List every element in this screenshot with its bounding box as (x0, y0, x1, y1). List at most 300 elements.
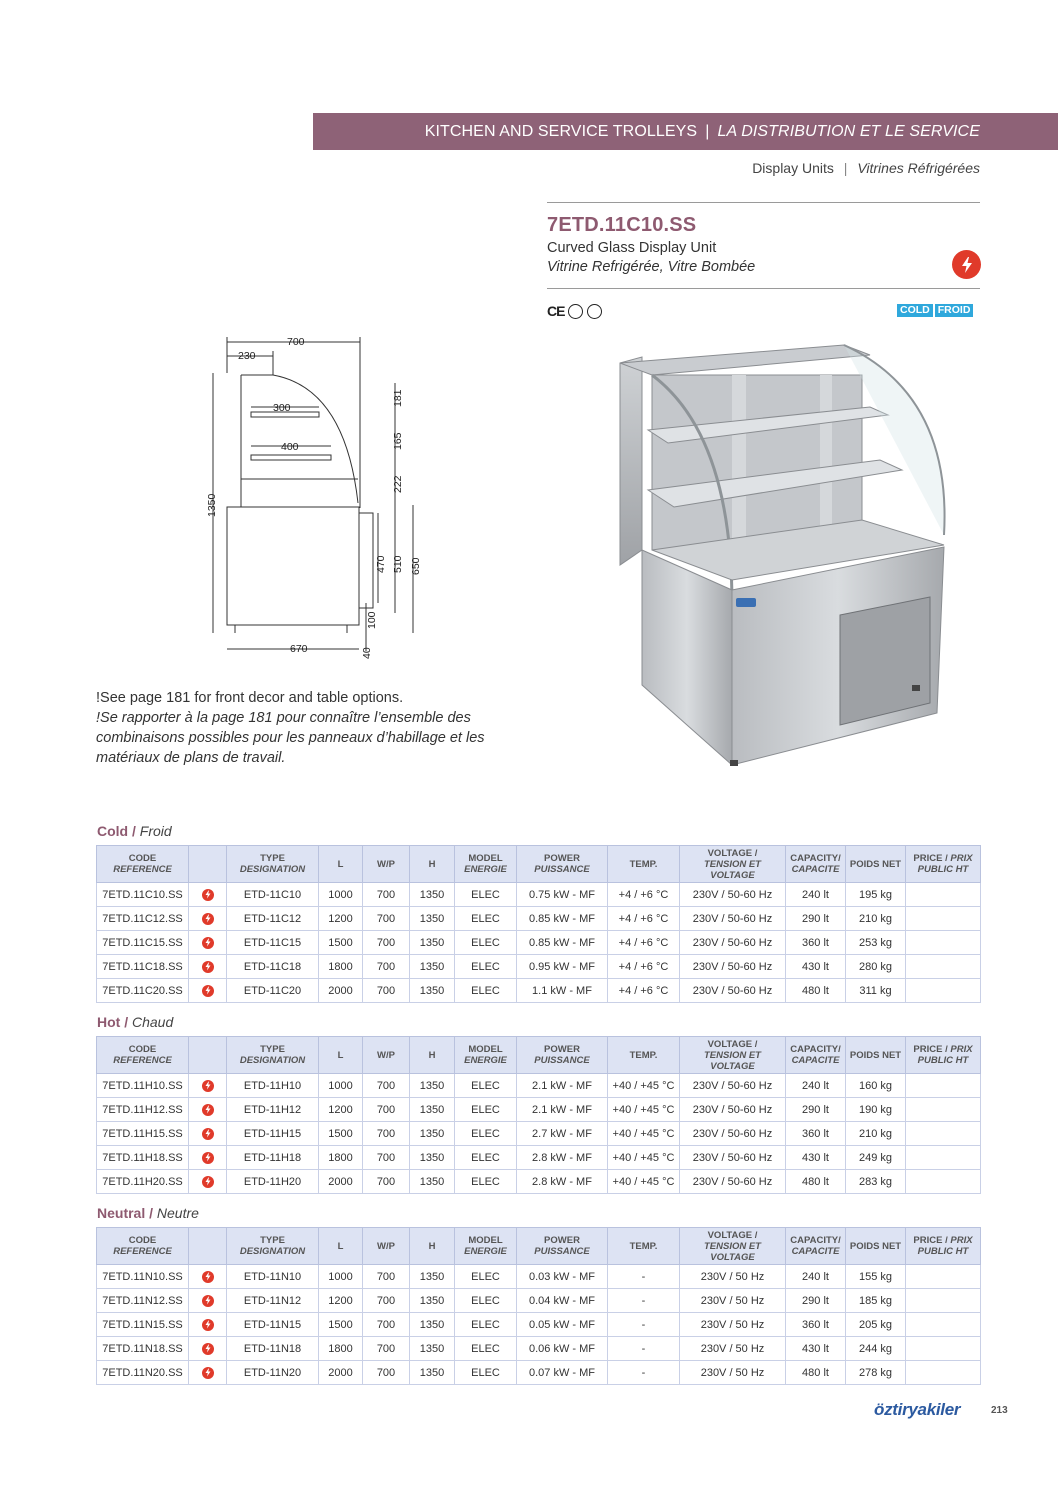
cell-model: ELEC (455, 907, 517, 931)
section-title-fr: Chaud (132, 1014, 174, 1030)
cell-l: 1500 (319, 931, 363, 955)
cell-code: 7ETD.11N10.SS (97, 1265, 189, 1289)
cell-price (906, 931, 981, 955)
cell-voltage: 230V / 50-60 Hz (680, 931, 786, 955)
col-code-en: CODE (128, 853, 157, 864)
cell-weight: 311 kg (846, 979, 906, 1003)
cell-voltage: 230V / 50 Hz (680, 1361, 786, 1385)
table-row (97, 883, 981, 907)
col-l (319, 1228, 363, 1265)
dim-230: 230 (238, 350, 256, 362)
col-price-fr1: PRIX (950, 1235, 973, 1246)
col-type-en: TYPE (260, 1044, 285, 1055)
section-subheader (752, 160, 980, 176)
col-h (410, 1228, 455, 1265)
col-voltage (680, 1037, 786, 1074)
dim-100: 100 (366, 611, 378, 629)
col-h-en: H (428, 1240, 436, 1252)
cell-type: ETD-11N12 (227, 1289, 319, 1313)
col-capacity-en: CAPACITY/ (790, 1044, 841, 1055)
col-type (227, 1228, 319, 1265)
cell-energy-icon (189, 1313, 227, 1337)
electric-bolt-icon (202, 961, 214, 973)
col-power (517, 1037, 608, 1074)
cell-power: 0.85 kW - MF (517, 907, 608, 931)
approval-check-icon (587, 304, 602, 319)
col-code-en: CODE (128, 1235, 157, 1246)
page-header-band (313, 113, 1058, 150)
table-row (97, 1313, 981, 1337)
dim-40: 40 (361, 647, 373, 659)
cell-wp: 700 (363, 979, 410, 1003)
col-power-fr: PUISSANCE (534, 1055, 590, 1066)
cell-model: ELEC (455, 883, 517, 907)
cell-model: ELEC (455, 1146, 517, 1170)
cell-temp: +40 / +45 °C (608, 1170, 680, 1194)
cell-weight: 210 kg (846, 1122, 906, 1146)
col-voltage (680, 1228, 786, 1265)
cell-wp: 700 (363, 1313, 410, 1337)
electric-bolt-icon (202, 1128, 214, 1140)
col-capacity (786, 846, 846, 883)
electric-bolt-icon (202, 1152, 214, 1164)
col-price-en: PRICE / PRIX (913, 1235, 973, 1246)
col-price-fr2: PUBLIC HT (917, 1246, 969, 1257)
cell-weight: 253 kg (846, 931, 906, 955)
cell-h: 1350 (410, 1265, 455, 1289)
table-row (97, 1337, 981, 1361)
table-row (97, 1098, 981, 1122)
electric-bolt-icon (202, 1104, 214, 1116)
cell-h: 1350 (410, 1361, 455, 1385)
cell-type: ETD-11H18 (227, 1146, 319, 1170)
cell-code: 7ETD.11N18.SS (97, 1337, 189, 1361)
cell-capacity: 430 lt (786, 955, 846, 979)
cell-weight: 210 kg (846, 907, 906, 931)
cell-price (906, 1289, 981, 1313)
table-row (97, 1361, 981, 1385)
cell-capacity: 290 lt (786, 1289, 846, 1313)
cell-type: ETD-11H15 (227, 1122, 319, 1146)
cell-power: 0.06 kW - MF (517, 1337, 608, 1361)
col-type-fr: DESIGNATION (239, 864, 306, 875)
table-header-row (97, 846, 981, 883)
cell-weight: 283 kg (846, 1170, 906, 1194)
electric-bolt-icon (202, 1295, 214, 1307)
col-capacity (786, 1228, 846, 1265)
cell-model: ELEC (455, 1074, 517, 1098)
cell-temp: +4 / +6 °C (608, 979, 680, 1003)
cell-voltage: 230V / 50-60 Hz (680, 883, 786, 907)
cell-voltage: 230V / 50 Hz (680, 1313, 786, 1337)
cell-code: 7ETD.11H10.SS (97, 1074, 189, 1098)
electric-bolt-icon (202, 1319, 214, 1331)
cell-wp: 700 (363, 1361, 410, 1385)
cell-h: 1350 (410, 1170, 455, 1194)
dim-650: 650 (410, 557, 422, 575)
col-model (455, 1037, 517, 1074)
electric-bolt-icon (202, 1176, 214, 1188)
cell-weight: 244 kg (846, 1337, 906, 1361)
cell-capacity: 480 lt (786, 979, 846, 1003)
col-h (410, 846, 455, 883)
cell-power: 0.07 kW - MF (517, 1361, 608, 1385)
cell-code: 7ETD.11N15.SS (97, 1313, 189, 1337)
cell-energy-icon (189, 1337, 227, 1361)
electric-bolt-icon (202, 1271, 214, 1283)
table-row (97, 1122, 981, 1146)
cell-temp: +40 / +45 °C (608, 1146, 680, 1170)
cell-h: 1350 (410, 1313, 455, 1337)
col-wp (363, 1037, 410, 1074)
section-title (97, 1205, 199, 1221)
spec-table (96, 1036, 981, 1194)
cell-l: 2000 (319, 979, 363, 1003)
cell-temp: - (608, 1289, 680, 1313)
col-code (97, 846, 189, 883)
cell-type: ETD-11N20 (227, 1361, 319, 1385)
cell-model: ELEC (455, 1361, 517, 1385)
cell-wp: 700 (363, 931, 410, 955)
col-voltage-en: VOLTAGE / (707, 1229, 758, 1241)
col-capacity (786, 1037, 846, 1074)
table-row (97, 1289, 981, 1313)
cell-type: ETD-11C18 (227, 955, 319, 979)
cell-capacity: 290 lt (786, 907, 846, 931)
product-name-en: Curved Glass Display Unit (547, 240, 717, 256)
cell-voltage: 230V / 50-60 Hz (680, 1170, 786, 1194)
col-price-fr1: PRIX (950, 853, 973, 864)
brand-logo: öztiryakiler (874, 1400, 961, 1419)
cell-power: 2.8 kW - MF (517, 1170, 608, 1194)
cell-weight: 249 kg (846, 1146, 906, 1170)
cell-wp: 700 (363, 883, 410, 907)
technical-drawing (195, 333, 435, 663)
col-model (455, 846, 517, 883)
col-weight (846, 1037, 906, 1074)
col-model-en: MODEL (468, 1044, 503, 1055)
col-weight (846, 846, 906, 883)
cell-power: 2.1 kW - MF (517, 1074, 608, 1098)
cell-weight: 185 kg (846, 1289, 906, 1313)
section-title (97, 823, 172, 839)
col-weight-en: POIDS NET (849, 1049, 902, 1061)
cell-capacity: 240 lt (786, 1074, 846, 1098)
col-temp-en: TEMP. (629, 1049, 658, 1061)
cell-weight: 278 kg (846, 1361, 906, 1385)
cell-l: 1000 (319, 883, 363, 907)
col-price-fr1: PRIX (950, 1044, 973, 1055)
cell-h: 1350 (410, 979, 455, 1003)
section-title-en: Neutral / (97, 1205, 154, 1221)
cell-temp: +40 / +45 °C (608, 1122, 680, 1146)
col-wp-en: W/P (377, 1240, 395, 1252)
col-voltage-fr: TENSION ET VOLTAGE (703, 1049, 761, 1072)
col-model-fr: ENERGIE (464, 1246, 507, 1257)
col-code (97, 1037, 189, 1074)
cell-energy-icon (189, 1170, 227, 1194)
cell-temp: +40 / +45 °C (608, 1074, 680, 1098)
cell-voltage: 230V / 50 Hz (680, 1265, 786, 1289)
cell-temp: +40 / +45 °C (608, 1098, 680, 1122)
electric-bolt-icon (952, 250, 981, 279)
col-weight-en: POIDS NET (849, 1240, 902, 1252)
cell-power: 0.85 kW - MF (517, 931, 608, 955)
cell-code: 7ETD.11H12.SS (97, 1098, 189, 1122)
section-title-en: Cold / (97, 823, 136, 839)
col-model-fr: ENERGIE (464, 864, 507, 875)
col-power-fr: PUISSANCE (534, 1246, 590, 1257)
col-weight-en: POIDS NET (849, 858, 902, 870)
table-row (97, 955, 981, 979)
cell-wp: 700 (363, 1122, 410, 1146)
cell-code: 7ETD.11C20.SS (97, 979, 189, 1003)
cell-l: 1500 (319, 1122, 363, 1146)
col-model-en: MODEL (468, 853, 503, 864)
cell-power: 1.1 kW - MF (517, 979, 608, 1003)
category-fr: LA DISTRIBUTION ET LE SERVICE (717, 122, 980, 140)
cell-type: ETD-11H10 (227, 1074, 319, 1098)
cell-capacity: 360 lt (786, 931, 846, 955)
col-icon (189, 1037, 227, 1074)
cell-l: 1000 (319, 1074, 363, 1098)
cell-energy-icon (189, 883, 227, 907)
cell-type: ETD-11N15 (227, 1313, 319, 1337)
cell-power: 0.04 kW - MF (517, 1289, 608, 1313)
col-h (410, 1037, 455, 1074)
cell-price (906, 1337, 981, 1361)
dim-1350: 1350 (206, 493, 218, 517)
col-voltage-fr: TENSION ET VOLTAGE (703, 858, 761, 881)
section-en: Display Units (752, 160, 834, 176)
cell-capacity: 430 lt (786, 1337, 846, 1361)
cell-h: 1350 (410, 907, 455, 931)
cell-l: 1200 (319, 907, 363, 931)
cell-temp: +4 / +6 °C (608, 907, 680, 931)
cell-energy-icon (189, 955, 227, 979)
col-power-en: POWER (544, 853, 580, 864)
cell-model: ELEC (455, 931, 517, 955)
cell-type: ETD-11C10 (227, 883, 319, 907)
cell-wp: 700 (363, 1146, 410, 1170)
cell-code: 7ETD.11C12.SS (97, 907, 189, 931)
cell-energy-icon (189, 1289, 227, 1313)
col-capacity-fr: CAPACITE (791, 1055, 840, 1066)
col-icon (189, 846, 227, 883)
col-model-fr: ENERGIE (464, 1055, 507, 1066)
col-model (455, 1228, 517, 1265)
cell-power: 2.7 kW - MF (517, 1122, 608, 1146)
safety-cert-icon (568, 304, 583, 319)
cell-power: 0.95 kW - MF (517, 955, 608, 979)
spec-table (96, 845, 981, 1003)
col-type-en: TYPE (260, 853, 285, 864)
col-capacity-en: CAPACITY/ (790, 1235, 841, 1246)
product-code: 7ETD.11C10.SS (547, 214, 697, 236)
cell-power: 0.75 kW - MF (517, 883, 608, 907)
col-wp (363, 1228, 410, 1265)
cell-code: 7ETD.11N12.SS (97, 1289, 189, 1313)
col-wp-en: W/P (377, 858, 395, 870)
electric-bolt-icon (202, 1080, 214, 1092)
electric-bolt-icon (202, 913, 214, 925)
col-type-fr: DESIGNATION (239, 1055, 306, 1066)
cell-capacity: 360 lt (786, 1313, 846, 1337)
cell-l: 2000 (319, 1170, 363, 1194)
cell-capacity: 480 lt (786, 1170, 846, 1194)
cell-model: ELEC (455, 1170, 517, 1194)
cell-model: ELEC (455, 1098, 517, 1122)
table-header-row (97, 1228, 981, 1265)
col-voltage-en: VOLTAGE / (707, 847, 758, 859)
electric-bolt-icon (202, 1343, 214, 1355)
category-en: KITCHEN AND SERVICE TROLLEYS (424, 122, 698, 140)
page-number: 213 (991, 1405, 1008, 1416)
cell-energy-icon (189, 1146, 227, 1170)
table-row (97, 1074, 981, 1098)
cell-voltage: 230V / 50-60 Hz (680, 955, 786, 979)
section-fr: Vitrines Réfrigérées (857, 160, 980, 176)
cell-price (906, 907, 981, 931)
col-h-en: H (428, 858, 436, 870)
col-code-fr: REFERENCE (113, 864, 172, 875)
dim-222: 222 (392, 475, 404, 493)
cell-h: 1350 (410, 1337, 455, 1361)
cell-price (906, 1098, 981, 1122)
cell-h: 1350 (410, 1289, 455, 1313)
cell-temp: - (608, 1313, 680, 1337)
col-type-fr: DESIGNATION (239, 1246, 306, 1257)
dim-181: 181 (392, 389, 404, 407)
col-type-en: TYPE (260, 1235, 285, 1246)
table-row (97, 1170, 981, 1194)
col-price-en: PRICE / PRIX (913, 853, 973, 864)
cell-weight: 280 kg (846, 955, 906, 979)
cell-price (906, 883, 981, 907)
cell-h: 1350 (410, 1074, 455, 1098)
cell-capacity: 290 lt (786, 1098, 846, 1122)
col-model-en: MODEL (468, 1235, 503, 1246)
col-price (906, 846, 981, 883)
cell-l: 1000 (319, 1265, 363, 1289)
cell-l: 1200 (319, 1289, 363, 1313)
cell-price (906, 979, 981, 1003)
cell-price (906, 1313, 981, 1337)
cell-power: 0.03 kW - MF (517, 1265, 608, 1289)
cell-price (906, 1146, 981, 1170)
cell-temp: +4 / +6 °C (608, 955, 680, 979)
section-title-en: Hot / (97, 1014, 129, 1030)
cell-capacity: 240 lt (786, 883, 846, 907)
cell-price (906, 955, 981, 979)
col-temp (608, 1037, 680, 1074)
cell-l: 1800 (319, 955, 363, 979)
cell-model: ELEC (455, 1289, 517, 1313)
cell-temp: - (608, 1337, 680, 1361)
col-temp (608, 1228, 680, 1265)
cell-model: ELEC (455, 1122, 517, 1146)
cell-code: 7ETD.11C10.SS (97, 883, 189, 907)
table-row (97, 1265, 981, 1289)
col-price-fr2: PUBLIC HT (917, 864, 969, 875)
cell-wp: 700 (363, 907, 410, 931)
cell-l: 2000 (319, 1361, 363, 1385)
table-row (97, 979, 981, 1003)
col-icon (189, 1228, 227, 1265)
cell-l: 1500 (319, 1313, 363, 1337)
cell-price (906, 1122, 981, 1146)
cell-energy-icon (189, 979, 227, 1003)
cell-voltage: 230V / 50-60 Hz (680, 1146, 786, 1170)
cell-code: 7ETD.11C18.SS (97, 955, 189, 979)
cell-model: ELEC (455, 979, 517, 1003)
note-fr: !Se rapporter à la page 181 pour connaître l’ensemble des combinaisons possibles pour les panneaux d’habillage et les matériaux de plans de travail. (96, 710, 485, 766)
cell-energy-icon (189, 1361, 227, 1385)
dim-670: 670 (290, 643, 308, 655)
col-price-en: PRICE / PRIX (913, 1044, 973, 1055)
col-code-en: CODE (128, 1044, 157, 1055)
vent-grille (840, 597, 930, 725)
col-l (319, 1037, 363, 1074)
cell-voltage: 230V / 50 Hz (680, 1289, 786, 1313)
section-title (97, 1014, 173, 1030)
cell-wp: 700 (363, 1074, 410, 1098)
col-price (906, 1037, 981, 1074)
cell-type: ETD-11N18 (227, 1337, 319, 1361)
cell-h: 1350 (410, 1122, 455, 1146)
cell-temp: +4 / +6 °C (608, 883, 680, 907)
col-temp (608, 846, 680, 883)
cold-froid-badge (897, 304, 973, 317)
cell-h: 1350 (410, 931, 455, 955)
electric-bolt-icon (202, 985, 214, 997)
cell-l: 1200 (319, 1098, 363, 1122)
col-voltage-en: VOLTAGE / (707, 1038, 758, 1050)
cell-price (906, 1265, 981, 1289)
cell-price (906, 1361, 981, 1385)
cell-energy-icon (189, 931, 227, 955)
cell-code: 7ETD.11H15.SS (97, 1122, 189, 1146)
header-separator: | (705, 122, 710, 140)
cell-weight: 160 kg (846, 1074, 906, 1098)
product-photo (612, 335, 952, 770)
cell-energy-icon (189, 1265, 227, 1289)
cell-type: ETD-11H20 (227, 1170, 319, 1194)
cell-l: 1800 (319, 1337, 363, 1361)
col-wp (363, 846, 410, 883)
cell-capacity: 360 lt (786, 1122, 846, 1146)
col-temp-en: TEMP. (629, 1240, 658, 1252)
dim-510: 510 (392, 555, 404, 573)
options-note (96, 688, 536, 768)
cell-wp: 700 (363, 1289, 410, 1313)
cell-wp: 700 (363, 955, 410, 979)
cell-price (906, 1170, 981, 1194)
cell-type: ETD-11C15 (227, 931, 319, 955)
col-power-en: POWER (544, 1044, 580, 1055)
cell-wp: 700 (363, 1265, 410, 1289)
cell-voltage: 230V / 50 Hz (680, 1337, 786, 1361)
col-temp-en: TEMP. (629, 858, 658, 870)
badge-froid: FROID (935, 304, 974, 317)
cell-type: ETD-11C12 (227, 907, 319, 931)
col-type (227, 1037, 319, 1074)
table-row (97, 907, 981, 931)
divider-top (547, 202, 980, 203)
col-code-fr: REFERENCE (113, 1055, 172, 1066)
cell-l: 1800 (319, 1146, 363, 1170)
cell-model: ELEC (455, 1313, 517, 1337)
